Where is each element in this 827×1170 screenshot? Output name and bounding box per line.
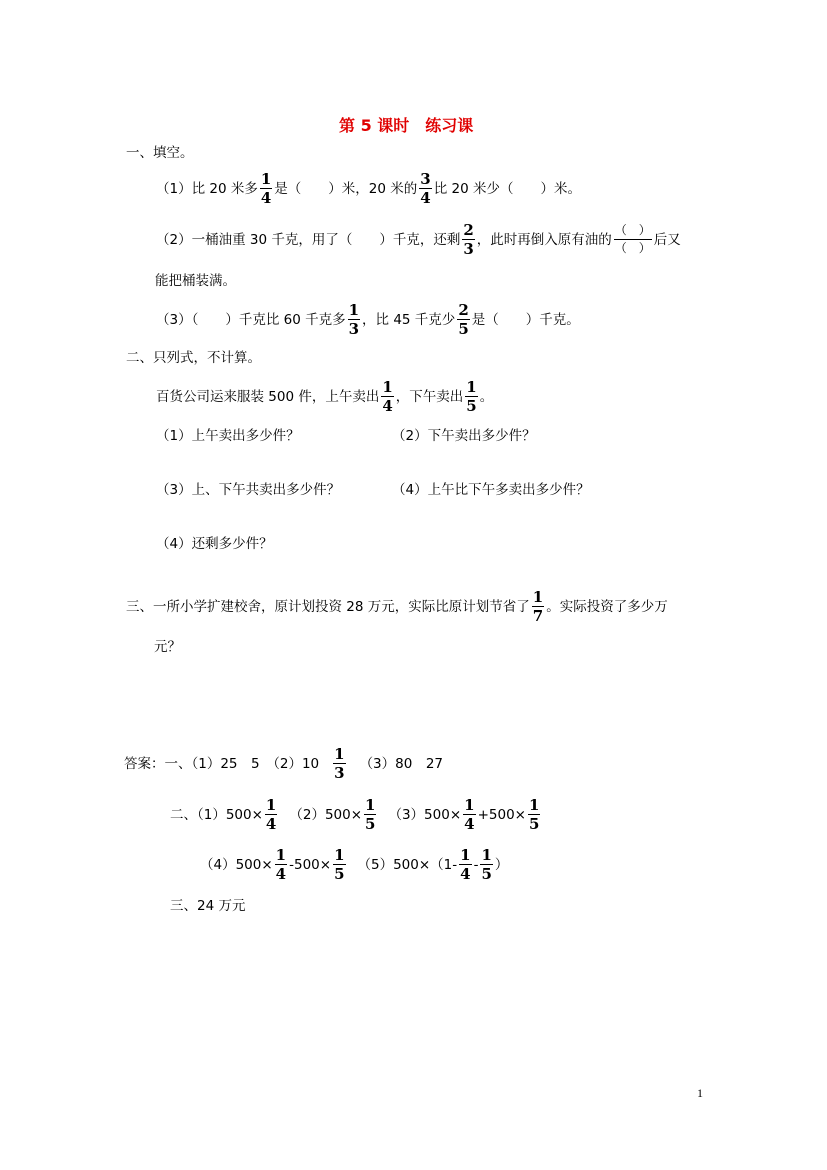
blank-fraction: （ ） （ ）	[614, 223, 651, 255]
ans1-text-a: 答案：一、（1）25 5 （2）10	[124, 755, 320, 772]
fraction: $\frac{1}{4}$	[265, 796, 277, 833]
page-title: 第 5 课时 练习课	[339, 116, 474, 135]
page-number: 1	[697, 1086, 703, 1100]
fraction: $\frac{1}{7}$	[532, 588, 544, 625]
q2-text-a: （2）一桶油重 30 千克，用了（ ）千克，还剩	[156, 231, 461, 248]
sub-question-1: （1）上午卖出多少件？	[156, 428, 300, 444]
sub-question-3: （3）上、下午共卖出多少件？	[156, 482, 341, 498]
ans2-text-d: +500×	[477, 806, 526, 823]
q2-text-c: 后又	[653, 231, 681, 248]
fraction: $\frac{1}{5}$	[528, 796, 540, 833]
ans2-text-b: （2）500×	[289, 806, 363, 823]
fraction: $\frac{1}{4}$	[460, 846, 471, 883]
fraction: $\frac{1}{3}$	[334, 745, 345, 782]
section3-question	[126, 589, 668, 624]
section2-heading: 二、只列式，不计算。	[126, 350, 261, 366]
intro-text-c: 。	[479, 388, 494, 405]
fraction: $\frac{1}{5}$	[334, 846, 345, 883]
intro-text-b: ，下午卖出	[395, 388, 464, 405]
fraction: $\frac{2}{3}$	[463, 221, 474, 258]
sub-question-5: （4）还剩多少件？	[156, 536, 273, 552]
fraction: $\frac{1}{5}$	[466, 378, 477, 415]
fraction: $\frac{1}{4}$	[260, 170, 272, 207]
s3-text-b: 。实际投资了多少万	[546, 598, 668, 615]
sub-question-2: （2）下午卖出多少件？	[392, 428, 536, 444]
fraction: $\frac{1}{4}$	[382, 378, 393, 415]
ans2-text-a: 二、（1）500×	[170, 806, 263, 823]
ans3-text-d: -	[473, 856, 479, 873]
q1-text-a: （1）比 20 米多	[156, 180, 258, 197]
question-1-3	[156, 302, 580, 337]
q1-text-b: 是（ ）米，20 米的	[274, 180, 418, 197]
q2-text-b: ，此时再倒入原有油的	[476, 231, 612, 248]
fraction: $\frac{3}{4}$	[420, 170, 431, 207]
fraction: $\frac{2}{5}$	[458, 301, 469, 338]
fraction: $\frac{1}{4}$	[464, 796, 475, 833]
question-1-1	[156, 171, 581, 206]
ans3-text-c: （5）500×（1-	[357, 856, 458, 873]
fraction: $\frac{1}{5}$	[481, 846, 492, 883]
ans1-text-b: （3）80 27	[359, 755, 444, 772]
answer-line-2	[170, 797, 542, 832]
q1-text-c: 比 20 米少（ ）米。	[433, 180, 581, 197]
section3-continued: 元？	[154, 639, 181, 655]
fraction: $\frac{1}{5}$	[365, 796, 376, 833]
q3-text-a: （3）（ ）千克比 60 千克多	[156, 311, 346, 328]
q3-text-c: 是（ ）千克。	[471, 311, 580, 328]
ans3-text-a: （4）500×	[200, 856, 273, 873]
section1-heading: 一、填空。	[126, 145, 194, 161]
intro-text-a: 百货公司运来服装 500 件，上午卖出	[156, 388, 380, 405]
answer-line-4: 三、24 万元	[170, 898, 246, 914]
question-1-2-continued: 能把桶装满。	[155, 273, 236, 289]
fraction: $\frac{1}{3}$	[348, 301, 360, 338]
ans3-text-e: ）	[494, 856, 509, 873]
sub-question-4: （4）上午比下午多卖出多少件？	[392, 482, 590, 498]
fraction: $\frac{1}{4}$	[275, 846, 287, 883]
answer-line-1	[124, 746, 443, 781]
ans2-text-c: （3）500×	[388, 806, 462, 823]
section2-intro	[156, 379, 493, 414]
question-1-2	[156, 222, 681, 257]
s3-text-a: 三、一所小学扩建校舍，原计划投资 28 万元，实际比原计划节省了	[126, 598, 530, 615]
q3-text-b: ，比 45 千克少	[362, 311, 456, 328]
answer-line-3	[200, 847, 508, 882]
ans3-text-b: -500×	[289, 856, 332, 873]
